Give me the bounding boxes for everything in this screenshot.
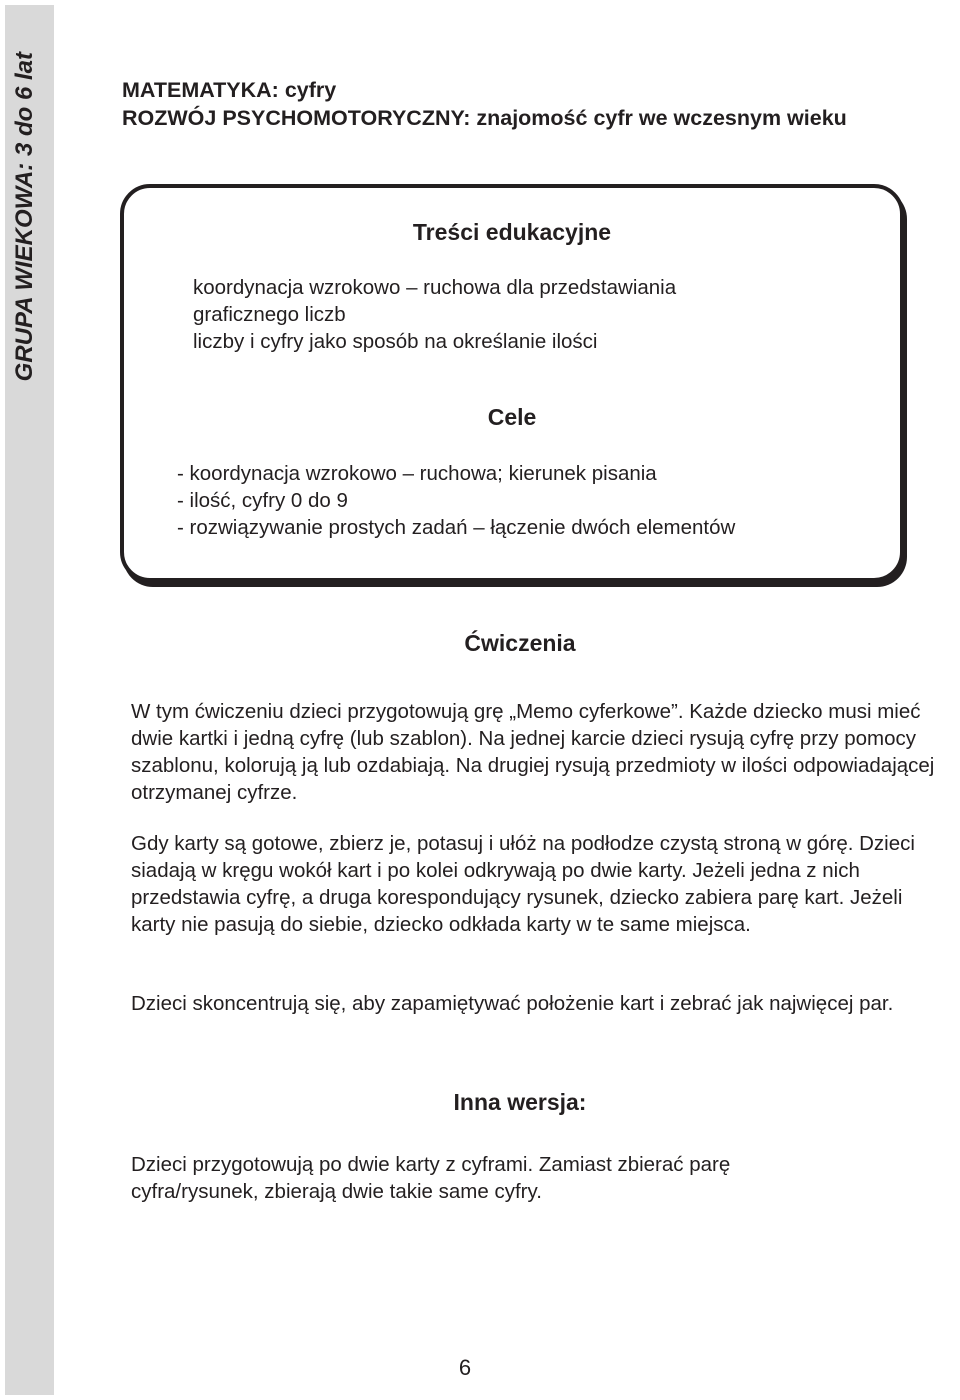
content-heading: Treści edukacyjne: [412, 219, 612, 245]
development-title: ROZWÓJ PSYCHOMOTORYCZNY: znajomość cyfr we wczesnym wieku: [122, 106, 847, 130]
content-item: koordynacja wzrokowo – ruchowa dla przedstawiania: [193, 276, 677, 299]
other-version-paragraph: Dzieci przygotowują po dwie karty z cyframi. Zamiast zbierać parę cyfra/rysunek, zbierają dwie takie same cyfry.: [131, 1153, 731, 1203]
age-group-label-wrap: [10, 52, 40, 452]
subject-title: MATEMATYKA: cyfry: [122, 78, 337, 102]
other-version-heading: Inna wersja:: [453, 1089, 587, 1115]
exercise-paragraph: Gdy karty są gotowe, zbierz je, potasuj i ułóż na podłodze czystą stroną w górę. Dzieci siadają w kręgu wokół kart i po kolei odkrywają po dwie karty. Jeżeli jedna z nich przedstawia cyfrę, a druga korespondujący rysunek, dziecko zabiera parę kart. Jeżeli karty nie pasują do siebie, dziecko odkłada karty w te same miejsca.: [131, 832, 915, 936]
goal-item: - rozwiązywanie prostych zadań – łączenie dwóch elementów: [177, 516, 736, 539]
goal-item: - ilość, cyfry 0 do 9: [177, 489, 348, 512]
exercise-paragraph: W tym ćwiczeniu dzieci przygotowują grę „Memo cyferkowe”. Każde dziecko musi mieć dwie kartki i jedną cyfrę (lub szablon). Na jednej karcie dzieci rysują cyfrę przy pomocy szablonu, kolorują ją lub ozdabiają. Na drugiej rysują przedmioty w ilości odpowiadającej otrzymanej cyfrze.: [131, 700, 935, 804]
exercise-paragraph: Dzieci skoncentrują się, aby zapamiętywać położenie kart i zebrać jak najwięcej par.: [131, 992, 894, 1015]
goals-heading: Cele: [487, 404, 537, 430]
content-item: liczby i cyfry jako sposób na określanie ilości: [193, 330, 598, 353]
content-list: [193, 274, 676, 355]
age-group-label: GRUPA WIEKOWA: 3 do 6 lat: [11, 52, 38, 382]
page-header: [122, 76, 847, 132]
content-goals-box: [120, 184, 904, 582]
page-number: 6: [458, 1355, 472, 1380]
goals-list: [177, 460, 735, 541]
exercises-heading: Ćwiczenia: [464, 630, 576, 656]
content-item: graficznego liczb: [193, 303, 346, 326]
goal-item: - koordynacja wzrokowo – ruchowa; kierunek pisania: [177, 462, 657, 485]
